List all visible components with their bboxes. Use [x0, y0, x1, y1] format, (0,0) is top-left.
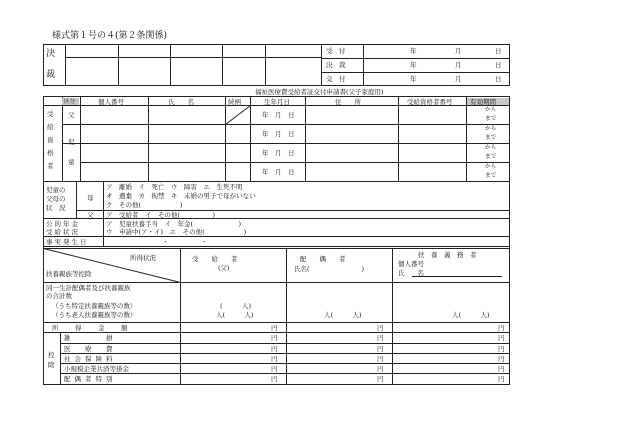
recipient-date-1: 年 月 日	[262, 111, 295, 119]
pension-label-1: 公的年金	[46, 220, 80, 228]
header-period: 有効期間	[470, 98, 496, 106]
child-label-1: 児	[68, 138, 75, 146]
period-from-4: から	[485, 164, 497, 170]
receipt-year: 年	[410, 47, 417, 55]
parent-status-label: 児童の 父母の 状 況	[46, 186, 66, 212]
decision-year: 年	[410, 61, 417, 69]
yen-r1c2: 円	[377, 334, 384, 342]
yen-r4c2: 円	[377, 365, 384, 373]
income-label: 所 得 金 額	[52, 324, 133, 332]
mother-label: 母	[87, 194, 94, 202]
pension-line-2: ウ 申請中(ア・イ) エ その他( )	[106, 228, 247, 236]
jijitsu-label: 事実発生日	[46, 238, 89, 246]
col3-sub1: 個人番号	[398, 260, 424, 268]
yen-r4c1: 円	[271, 365, 278, 373]
income-yen-3: 円	[498, 324, 505, 332]
period-to-2: まで	[485, 135, 497, 141]
header-number: 受給資格者番号	[407, 98, 453, 106]
yen-r3c2: 円	[377, 355, 384, 363]
yen-r4c3: 円	[498, 365, 505, 373]
yen-r2c1: 円	[271, 345, 278, 353]
period-from-2: から	[485, 126, 497, 132]
yen-r5c3: 円	[498, 375, 505, 383]
income-yen-2: 円	[377, 324, 384, 332]
period-from-3: から	[485, 145, 497, 151]
recipient-date-3: 年 月 日	[262, 149, 295, 157]
header-birth: 生年月日	[264, 98, 290, 106]
col1-dep-paren: ( 人)	[220, 302, 252, 310]
yen-r2c3: 円	[498, 345, 505, 353]
recipient-date-4: 年 月 日	[262, 168, 295, 176]
col3-label: 扶 養 義 務 者	[418, 251, 477, 259]
receipt-day: 日	[495, 47, 502, 55]
issue-month: 月	[455, 75, 462, 83]
header-zokugara: 続柄	[228, 98, 241, 106]
dependents-label-2: の合計数	[46, 292, 72, 300]
col1-label: 受 給 者	[192, 255, 238, 263]
yen-r5c1: 円	[271, 375, 278, 383]
receipt-month: 月	[455, 47, 462, 55]
approval-label-1: 決	[46, 49, 62, 59]
yen-r2c2: 円	[377, 345, 384, 353]
recipient-kubun-father: 父	[68, 111, 75, 119]
col1-sub: (父)	[218, 264, 230, 272]
recipient-date-2: 年 月 日	[262, 130, 295, 138]
col3-dep-nin: 人( 人)	[452, 311, 490, 319]
form-title: 福祉医療費受給者証交付申請書(父子家庭用)	[255, 88, 384, 96]
header-shimei: 氏 名	[168, 98, 194, 106]
deduction-iryohi: 医 療 費	[64, 345, 117, 353]
jijitsu-dots: ・ ・	[162, 238, 208, 246]
header-jusho: 住 所	[335, 98, 361, 106]
deduction-shokibo: 小規模企業共済等掛金	[64, 365, 129, 373]
father-line: ア 受給者 イ その他( )	[106, 211, 216, 219]
issue-label: 交 付	[326, 75, 346, 83]
dependents-label-4: （うち老人扶養親族等の数）	[52, 311, 137, 319]
deduction-haigusha: 配偶者特別	[64, 375, 117, 383]
pension-line-1: ア 児童扶養手当 イ 年金( )	[106, 220, 242, 228]
approval-label-2: 裁	[46, 70, 56, 80]
period-to-1: まで	[485, 116, 497, 122]
yen-r3c1: 円	[271, 355, 278, 363]
col3-sub2: 氏 名	[398, 269, 424, 277]
pension-label-2: 受給状況	[46, 228, 80, 236]
period-to-3: まで	[485, 154, 497, 160]
mother-line-1: ア 離婚 イ 死亡 ウ 障害 エ 生死不明	[106, 183, 243, 191]
income-left-label: 扶養親族等控除	[46, 270, 92, 278]
col1-dep-nin: 人( 人)	[216, 311, 254, 319]
child-label-2: 童	[68, 158, 75, 166]
mother-line-2: オ 遺棄 カ 拘禁 キ 未婚の男子で母がいない	[106, 192, 256, 200]
income-yen-1: 円	[271, 324, 278, 332]
father-label: 父	[87, 211, 94, 219]
deduction-zasson: 雑 損	[64, 334, 117, 342]
col2-sub: 氏名( )	[294, 265, 365, 273]
deduction-label: 控 除	[48, 351, 55, 369]
decision-month: 月	[455, 61, 462, 69]
recipient-label: 受 給 資 格 者	[47, 110, 54, 170]
decision-day: 日	[495, 61, 502, 69]
dependents-label-1: 同一生計配偶者及び扶養親族	[46, 284, 131, 292]
yen-r3c3: 円	[498, 355, 505, 363]
header-kojin: 個人番号	[98, 98, 124, 106]
col2-label: 配 偶 者	[300, 255, 346, 263]
form-id: 様式第１号の４(第２条関係)	[52, 31, 168, 41]
yen-r5c2: 円	[377, 375, 384, 383]
col3-name-underline	[412, 276, 502, 277]
receipt-label: 受 付	[326, 47, 346, 55]
yen-r1c1: 円	[271, 334, 278, 342]
deduction-shakaihoken: 社会保険料	[64, 355, 117, 363]
period-to-4: まで	[485, 173, 497, 179]
decision-label: 決 裁	[326, 61, 346, 69]
header-kubun: 区分	[64, 99, 76, 105]
income-top-label: 所得状況	[130, 254, 156, 262]
issue-day: 日	[495, 75, 502, 83]
yen-r1c3: 円	[498, 334, 505, 342]
issue-year: 年	[410, 75, 417, 83]
col2-dep-nin: 人( 人)	[324, 311, 362, 319]
period-from-1: から	[485, 107, 497, 113]
mother-line-3: ク その他( )	[106, 201, 183, 209]
dependents-label-3: （うち特定扶養親族等の数）	[52, 302, 137, 310]
